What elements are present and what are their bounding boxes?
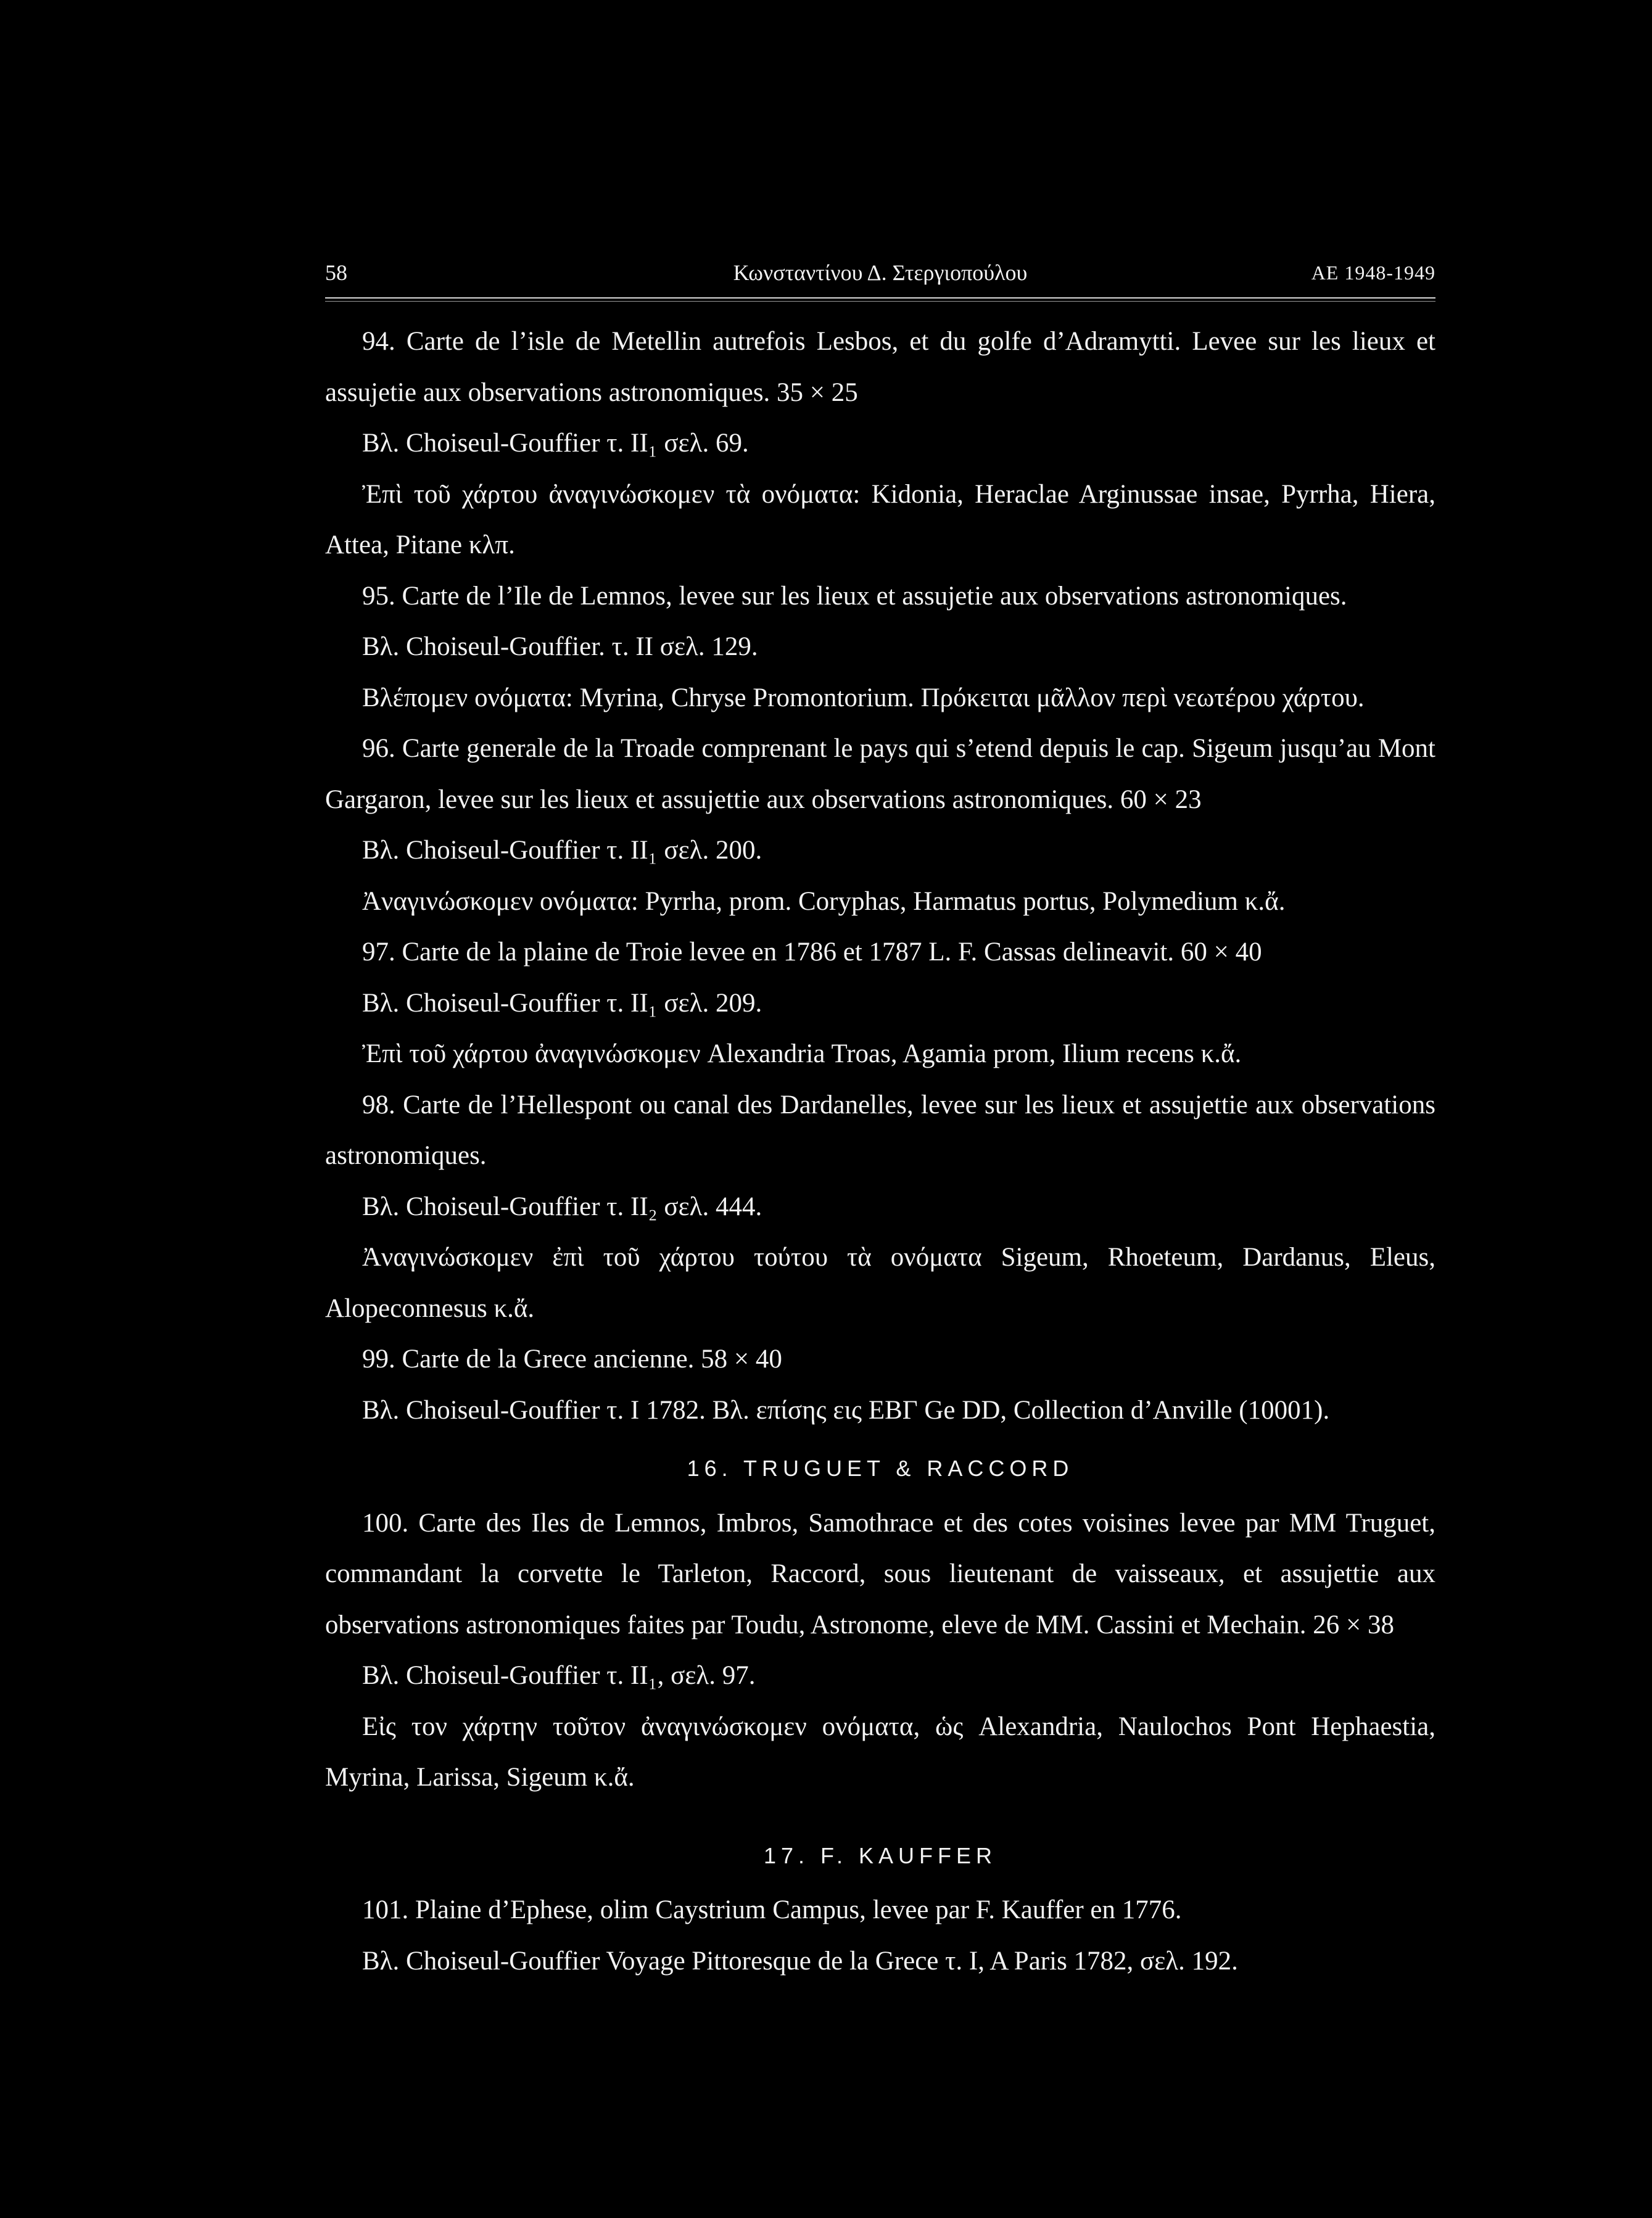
running-header bbox=[325, 254, 1435, 291]
entry-description: 101. Plaine d’Ephese, olim Caystrium Campus, levee par F. Kauffer en 1776. bbox=[362, 1895, 1182, 1924]
header-rule bbox=[325, 297, 1435, 299]
entry-description: 97. Carte de la plaine de Troie levee en 1786 et 1787 L. F. Cassas delineavit. 60 × 40 bbox=[362, 938, 1262, 967]
entry-reference: Βλ. Choiseul-Gouffier τ. II₁ σελ. 69. bbox=[362, 429, 749, 458]
entry-description: 99. Carte de la Grece ancienne. 58 × 40 bbox=[362, 1345, 782, 1374]
section-heading: 17. F. KAUFFER bbox=[763, 1842, 997, 1868]
section-heading: 16. TRUGUET & RACCORD bbox=[687, 1456, 1074, 1481]
catalog-entry bbox=[325, 927, 1435, 1080]
page-number: 58 bbox=[325, 260, 347, 285]
entry-reference: Βλ. Choiseul-Gouffier τ. I 1782. Βλ. επίσης εις ΕΒΓ Ge DD, Collection d’Anville (10001). bbox=[362, 1395, 1330, 1425]
entry-reference: Βλ. Choiseul-Gouffier τ. II₁ σελ. 200. bbox=[362, 836, 762, 865]
running-title: Κωνσταντίνου Δ. Στεργιοπούλου bbox=[733, 260, 1028, 285]
entry-note: Εἰς τον χάρτην τοῦτον ἀναγινώσκομεν ονόματα, ὡς Alexandria, Naulochos Pont Hephaestia, Myrina, Larissa, Sigeum κ.ἄ. bbox=[325, 1712, 1435, 1792]
entry-note: Ἐπὶ τοῦ χάρτου ἀναγινώσκομεν τὰ ονόματα: Kidonia, Heraclae Arginussae insae, Pyrrha, Hiera, Attea, Pitane κλπ. bbox=[325, 479, 1435, 559]
entry-description: 95. Carte de l’Ile de Lemnos, levee sur les lieux et assujetie aux observations astronomiques. bbox=[362, 581, 1347, 611]
catalog-entry bbox=[325, 1080, 1435, 1335]
entry-reference: Βλ. Choiseul-Gouffier. τ. II σελ. 129. bbox=[362, 632, 758, 661]
entry-note: Ἀναγινώσκομεν ονόματα: Pyrrha, prom. Coryphas, Harmatus portus, Polymedium κ.ἄ. bbox=[362, 886, 1286, 916]
catalog-entry bbox=[325, 316, 1435, 571]
entry-reference: Βλ. Choiseul-Gouffier Voyage Pittoresque de la Grece τ. I, A Paris 1782, σελ. 192. bbox=[362, 1946, 1238, 1976]
entry-description: 98. Carte de l’Hellespont ou canal des Dardanelles, levee sur les lieux et assujettie aux observations astronomiques. bbox=[325, 1090, 1435, 1170]
header-rule-thin bbox=[325, 301, 1435, 302]
entry-reference: Βλ. Choiseul-Gouffier τ. II₂ σελ. 444. bbox=[362, 1192, 762, 1221]
journal-issue: ΑΕ 1948-1949 bbox=[1311, 262, 1435, 284]
entry-note: Βλέπομεν ονόματα: Myrina, Chryse Promontorium. Πρόκειται μᾶλλον περὶ νεωτέρου χάρτου. bbox=[362, 683, 1365, 712]
catalog-entry bbox=[325, 1498, 1435, 1804]
entry-description: 96. Carte generale de la Troade comprenant le pays qui s’etend depuis le cap. Sigeum jusqu’au Mont Gargaron, levee sur les lieux et assujettie aux observations astronomiques. 60 × 23 bbox=[325, 734, 1435, 814]
catalog-entry bbox=[325, 724, 1435, 927]
entry-reference: Βλ. Choiseul-Gouffier τ. II₁, σελ. 97. bbox=[362, 1661, 756, 1690]
entry-description: 100. Carte des Iles de Lemnos, Imbros, Samothrace et des cotes voisines levee par MM Truguet, commandant la corvette le Tarleton, Raccord, sous lieutenant de vaisseaux, et assujettie aux observations astronomiques faites par Toudu, Astronome, eleve de MM. Cassini et Mechain. 26 × 38 bbox=[325, 1508, 1435, 1639]
entry-reference: Βλ. Choiseul-Gouffier τ. II₁ σελ. 209. bbox=[362, 988, 762, 1018]
catalog-entry bbox=[325, 571, 1435, 724]
page bbox=[325, 254, 1435, 1987]
catalog-entry bbox=[325, 1334, 1435, 1436]
entry-note: Ἐπὶ τοῦ χάρτου ἀναγινώσκομεν Alexandria Troas, Agamia prom, Ilium recens κ.ἄ. bbox=[362, 1039, 1242, 1068]
entry-description: 94. Carte de l’isle de Metellin autrefois Lesbos, et du golfe d’Adramytti. Levee sur les lieux et assujetie aux observations astronomiques. 35 × 25 bbox=[325, 327, 1435, 407]
entry-note: Ἀναγινώσκομεν ἐπὶ τοῦ χάρτου τούτου τὰ ονόματα Sigeum, Rhoeteum, Dardanus, Eleus, Alopeconnesus κ.ἄ. bbox=[325, 1243, 1435, 1323]
catalog-entry bbox=[325, 1885, 1435, 1987]
